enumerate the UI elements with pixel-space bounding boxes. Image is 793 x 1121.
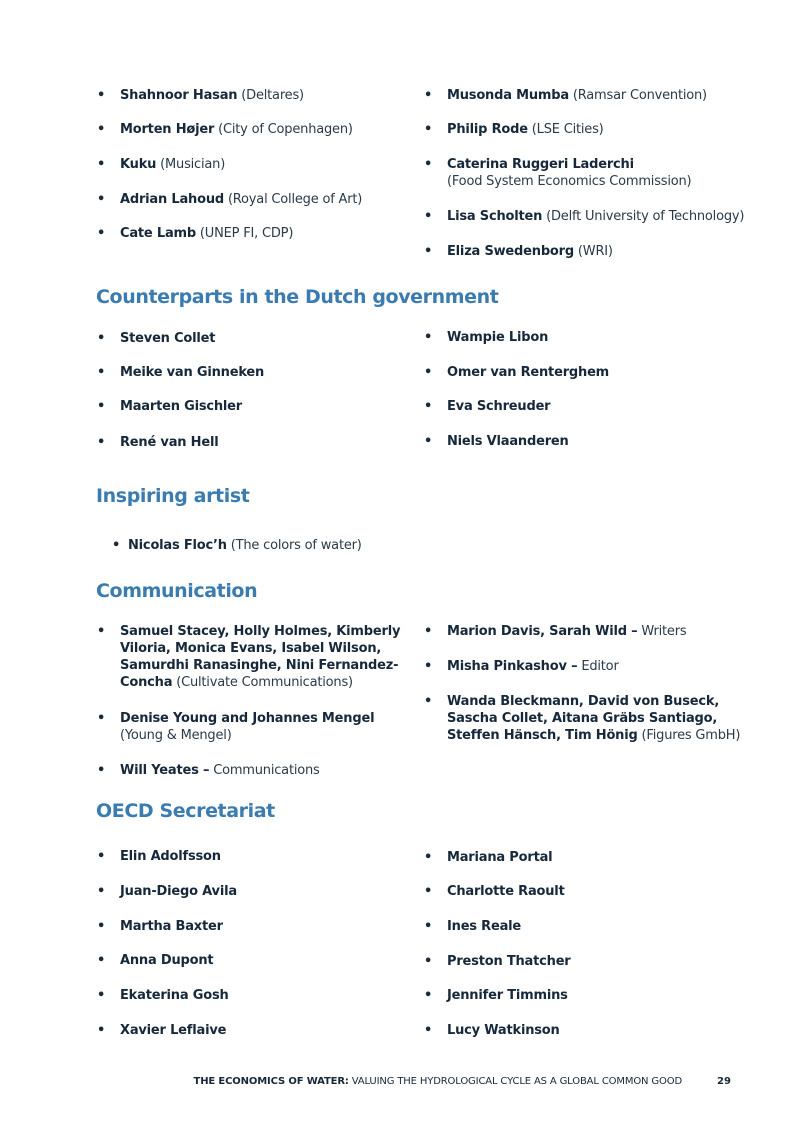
- list-item: • Elin Adolfsson: [97, 849, 221, 864]
- list-item: • Adrian Lahoud (Royal College of Art): [97, 192, 363, 207]
- list-item: • Preston Thatcher: [424, 954, 571, 969]
- list-item: • Jennifer Timmins: [424, 988, 568, 1003]
- footer-title: THE ECONOMICS OF WATER: VALUING THE HYDROLOGICAL CYCLE AS A GLOBAL COMMON GOOD: [193, 1076, 682, 1087]
- list-item: • Lucy Watkinson: [424, 1023, 560, 1038]
- list-item: • Nicolas Floc’h (The colors of water): [112, 538, 362, 553]
- list-item: • Eliza Swedenborg (WRI): [424, 244, 613, 259]
- section-heading-dutch-government: Counterparts in the Dutch government: [96, 286, 499, 308]
- section-heading-oecd-secretariat: OECD Secretariat: [96, 800, 275, 822]
- list-item: • Charlotte Raoult: [424, 884, 565, 899]
- list-item: • Morten Højer (City of Copenhagen): [97, 122, 353, 137]
- list-item: • Samuel Stacey, Holly Holmes, Kimberly Viloria, Monica Evans, Isabel Wilson, Samurdhi Ranasinghe, Nini Fernandez- Concha (Cultivate Communications): [97, 624, 401, 690]
- list-item: • Misha Pinkashov – Editor: [424, 659, 619, 674]
- list-item: • Anna Dupont: [97, 953, 214, 968]
- list-item: • Philip Rode (LSE Cities): [424, 122, 604, 137]
- list-item: • Ekaterina Gosh: [97, 988, 229, 1003]
- list-item: • Cate Lamb (UNEP FI, CDP): [97, 226, 294, 241]
- list-item: • Xavier Leflaive: [97, 1023, 227, 1038]
- list-item: • Steven Collet: [97, 331, 216, 346]
- list-item: • Shahnoor Hasan (Deltares): [97, 88, 304, 103]
- section-heading-communication: Communication: [96, 580, 258, 602]
- list-item: • René van Hell: [97, 435, 219, 450]
- list-item: • Ines Reale: [424, 919, 522, 934]
- list-item: • Omer van Renterghem: [424, 365, 610, 380]
- list-item: • Wampie Libon: [424, 330, 549, 345]
- page-number: 29: [717, 1076, 731, 1087]
- section-heading-inspiring-artist: Inspiring artist: [96, 485, 250, 507]
- list-item: • Caterina Ruggeri Laderchi (Food System Economics Commission): [424, 157, 692, 189]
- list-item: • Niels Vlaanderen: [424, 434, 569, 449]
- list-item: • Musonda Mumba (Ramsar Convention): [424, 88, 707, 103]
- list-item: • Kuku (Musician): [97, 157, 226, 172]
- list-item: • Will Yeates – Communications: [97, 763, 320, 778]
- list-item: • Meike van Ginneken: [97, 365, 265, 380]
- list-item: • Denise Young and Johannes Mengel (Young & Mengel): [97, 711, 375, 743]
- list-item: • Wanda Bleckmann, David von Buseck, Sascha Collet, Aitana Gräbs Santiago, Steffen Hänsch, Tim Hönig (Figures GmbH): [424, 694, 741, 743]
- list-item: • Maarten Gischler: [97, 399, 243, 414]
- list-item: • Marion Davis, Sarah Wild – Writers: [424, 624, 687, 639]
- list-item: • Juan-Diego Avila: [97, 884, 237, 899]
- list-item: • Martha Baxter: [97, 919, 223, 934]
- list-item: • Eva Schreuder: [424, 399, 551, 414]
- list-item: • Lisa Scholten (Delft University of Technology): [424, 209, 745, 224]
- list-item: • Mariana Portal: [424, 850, 553, 865]
